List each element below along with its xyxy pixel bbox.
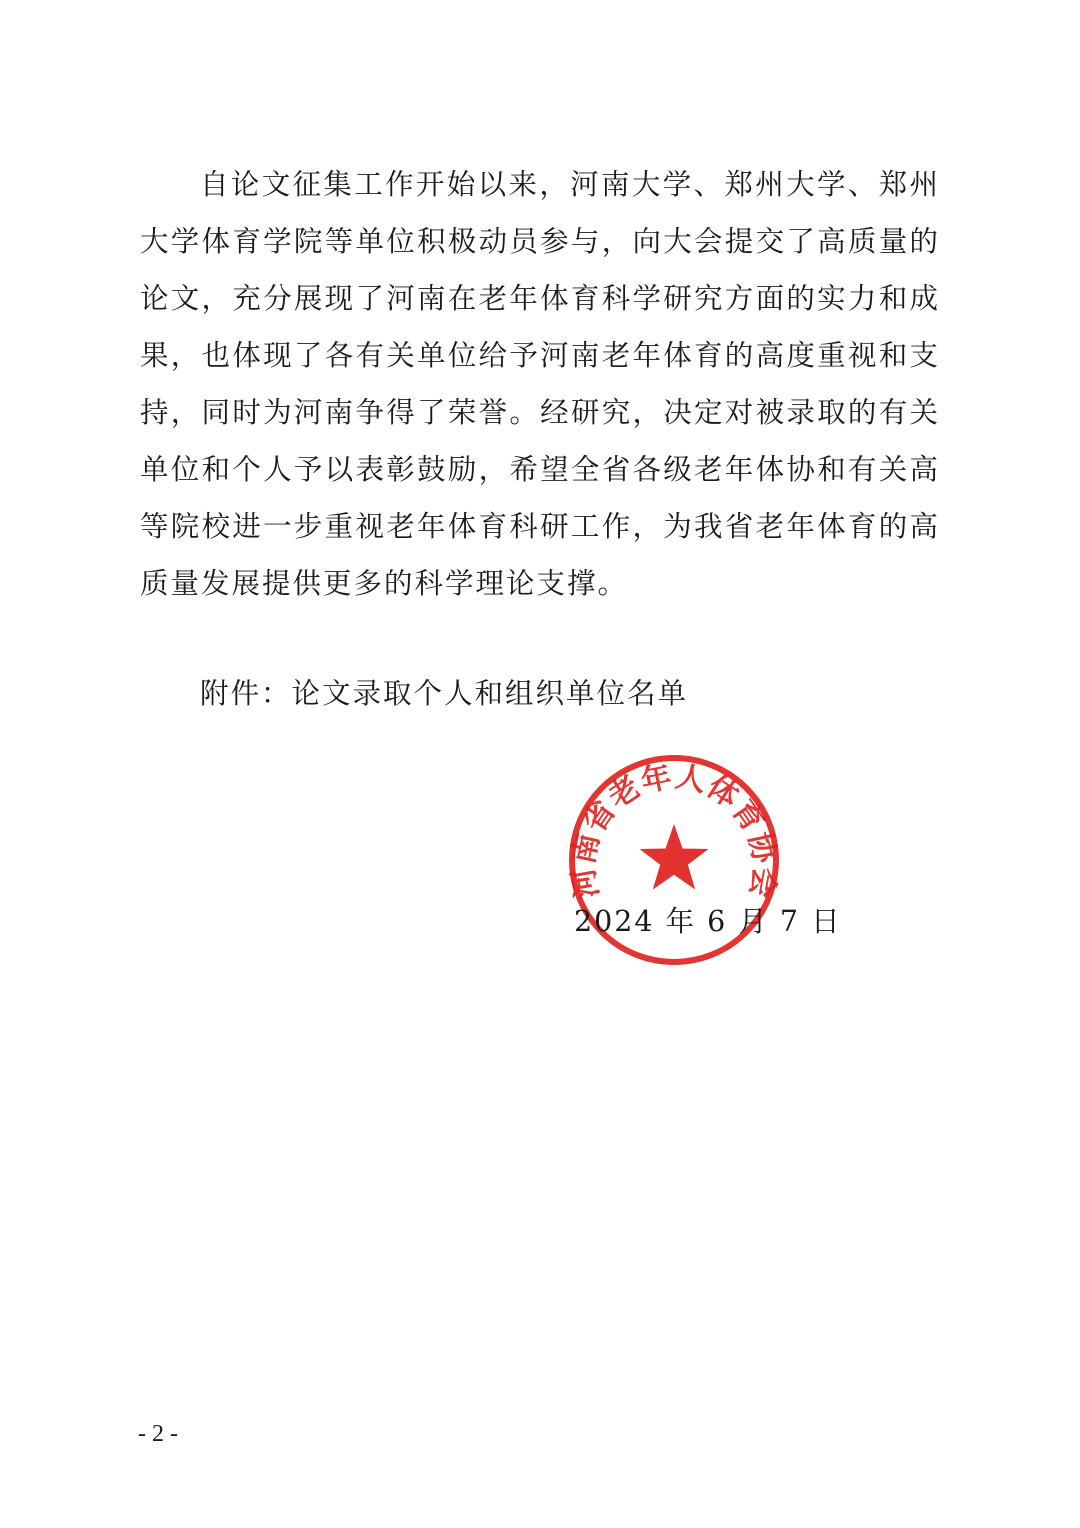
attachment-line: 附件：论文录取个人和组织单位名单 (200, 677, 689, 710)
body-paragraph: 自论文征集工作开始以来，河南大学、郑州大学、郑州大学体育学院等单位积极动员参与，向大会提交了高质量的论文，充分展现了河南在老年体育科学研究方面的实力和成果，也体现了各有关单位给予河南老年体育的高度重视和支持，同时为河南争得了荣誉。经研究，决定对被录取的有关单位和个人予以表彰鼓励，希望全省各级老年体协和有关高等院校进一步重视老年体育科研工作，为我省老年体育的高质量发展提供更多的科学理论支撑。 (140, 168, 940, 600)
page-number: - 2 - (138, 1421, 178, 1447)
seal-text: 河南省老年人体育协会 (566, 759, 782, 902)
date-line: 2024 年 6 月 7 日 (574, 905, 842, 938)
red-star-icon (640, 824, 709, 890)
